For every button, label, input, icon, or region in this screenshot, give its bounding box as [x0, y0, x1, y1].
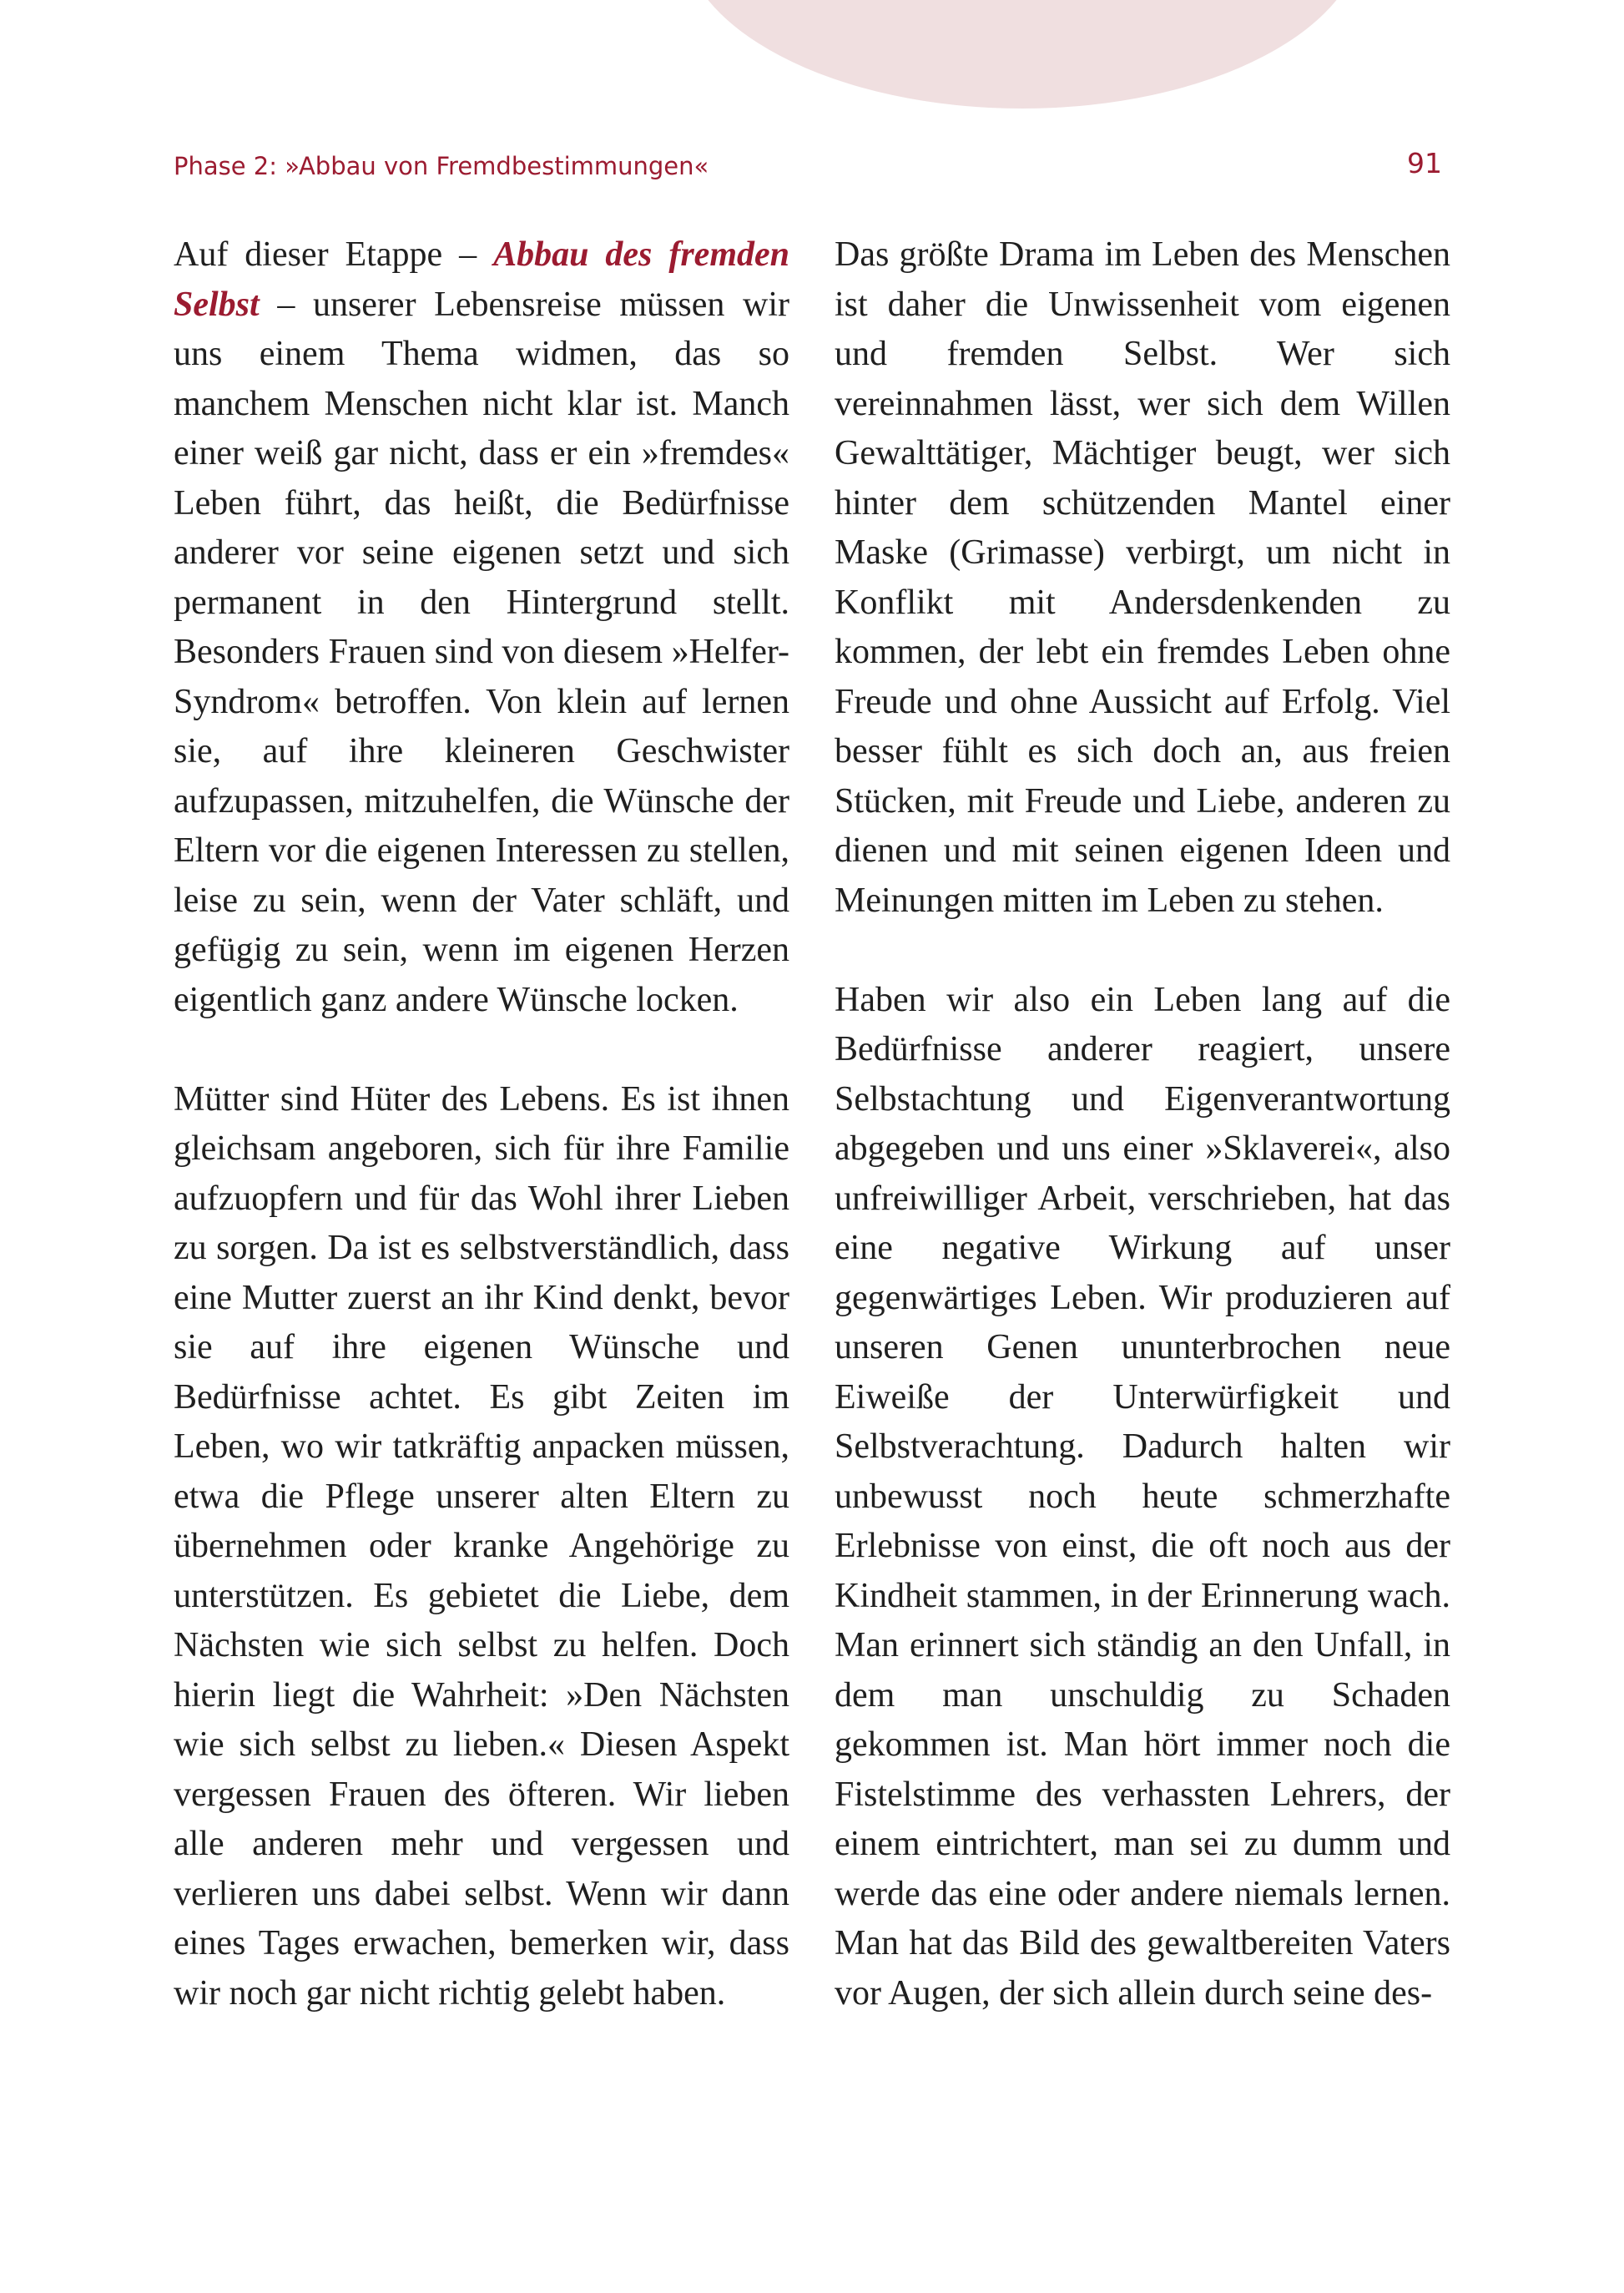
- emphasized-phrase: Abbau des fremden Selbst: [174, 235, 789, 324]
- page-number: 91: [1407, 147, 1442, 179]
- left-column: [174, 230, 789, 2018]
- paragraph-1-body: – unserer Lebensreise müssen wir uns einem Thema widmen, das so manchem Menschen nicht klar ist. Manch einer weiß gar nicht, dass er ein »fremdes« Leben führt, das heißt, die Bedürfnisse anderer vor seine eigenen setzt und sich permanent in den Hintergrund stellt. Besonders Frauen sind von diesem »Helfer-Syndrom« betroffen. Von klein auf lernen sie, auf ihre kleineren Geschwister aufzupassen, mitzuhelfen, die Wünsche der Eltern vor die eigenen Interessen zu stellen, leise zu sein, wenn der Vater schläft, und gefügig zu sein, wenn im eigenen Herzen eigentlich ganz andere Wünsche locken.: [174, 285, 789, 1019]
- decorative-header-shape: [680, 0, 1364, 109]
- paragraph-3: Das größte Drama im Leben des Menschen ist daher die Unwissenheit vom eigenen und fremden Selbst. Wer sich vereinnahmen lässt, wer sich dem Willen Gewalttätiger, Mächtiger beugt, wer sich hinter dem schützenden Mantel einer Maske (Grimasse) verbirgt, um nicht in Konflikt mit Andersdenkenden zu kommen, der lebt ein fremdes Leben ohne Freude und ohne Aussicht auf Erfolg. Viel besser fühlt es sich doch an, aus freien Stücken, mit Freude und Liebe, anderen zu dienen und mit seinen eigenen Ideen und Meinungen mitten im Leben zu stehen.: [835, 235, 1450, 920]
- paragraph-1: [174, 230, 789, 1025]
- paragraph-4: Haben wir also ein Leben lang auf die Bedürfnisse anderer reagiert, unsere Selbstachtung und Eigenverantwortung abgegeben und uns einer »Sklaverei«, also unfreiwilliger Arbeit, verschrieben, hat das eine negative Wirkung auf unser gegenwärtiges Leben. Wir produzieren auf unseren Genen ununterbrochen neue Eiweiße der Unterwürfigkeit und Selbstverachtung. Dadurch halten wir unbewusst noch heute schmerzhafte Erlebnisse von einst, die oft noch aus der Kindheit stammen, in der Erinnerung wach. Man erinnert sich ständig an den Unfall, in dem man unschuldig zu Schaden gekommen ist. Man hört immer noch die Fistelstimme des verhassten Lehrers, der einem eintrichtert, man sei zu dumm und werde das eine oder andere niemals lernen. Man hat das Bild des gewaltbereiten Vaters vor Augen, der sich allein durch seine des-: [835, 980, 1450, 2013]
- paragraph-1-intro: Auf dieser Etappe –: [174, 235, 494, 274]
- paragraph-2: Mütter sind Hüter des Lebens. Es ist ihnen gleichsam angeboren, sich für ihre Familie aufzuopfern und für das Wohl ihrer Lieben zu sorgen. Da ist es selbstverständlich, dass eine Mutter zuerst an ihr Kind denkt, bevor sie auf ihre eigenen Wünsche und Bedürfnisse achtet. Es gibt Zeiten im Leben, wo wir tatkräftig anpacken müssen, etwa die Pflege unserer alten Eltern zu übernehmen oder kranke Angehörige zu unterstützen. Es gebietet die Liebe, dem Nächsten wie sich selbst zu helfen. Doch hierin liegt die Wahrheit: »Den Nächsten wie sich selbst zu lieben.« Diesen Aspekt vergessen Frauen des öfteren. Wir lieben alle anderen mehr und vergessen und verlieren uns dabei selbst. Wenn wir dann eines Tages erwachen, bemerken wir, dass wir noch gar nicht richtig gelebt haben.: [174, 1079, 789, 2013]
- right-column: [835, 230, 1450, 2018]
- running-head: Phase 2: »Abbau von Fremdbestimmungen«: [174, 152, 709, 180]
